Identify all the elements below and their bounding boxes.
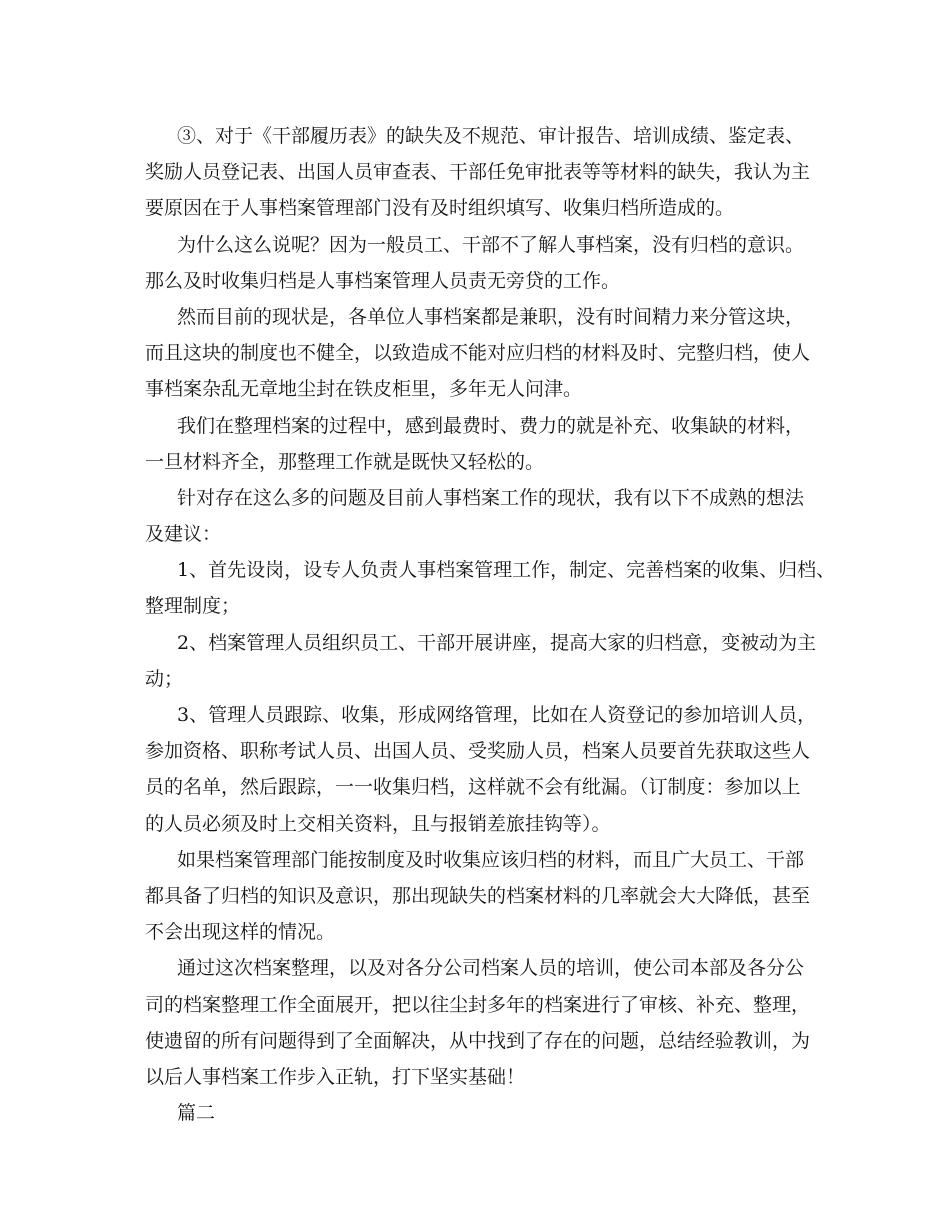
text-line: 动； (145, 667, 184, 690)
text-line: 1、首先设岗，设专人负责人事档案管理工作，制定、完善档案的收集、归档、 (177, 559, 836, 582)
text-line: 我们在整理档案的过程中，感到最费时、费力的就是补充、收集缺的材料， (177, 414, 805, 437)
text-line: 那么及时收集归档是人事档案管理人员责无旁贷的工作。 (145, 269, 621, 292)
text-line: 通过这次档案整理，以及对各分公司档案人员的培训，使公司本部及各分公 (177, 957, 805, 980)
text-line: 要原因在于人事档案管理部门没有及时组织填写、收集归档所造成的。 (145, 197, 735, 220)
paragraph-1 (145, 118, 820, 227)
paragraph-7 (145, 625, 820, 697)
text-line: 而且这块的制度也不健全，以致造成不能对应归档的材料及时、完整归档，使人 (145, 342, 811, 365)
text-line: 司的档案整理工作全面展开，把以往尘封多年的档案进行了审核、补充、整理， (145, 993, 811, 1016)
text-line: 然而目前的现状是，各单位人事档案都是兼职，没有时间精力来分管这块， (177, 305, 805, 328)
text-line: 2、档案管理人员组织员工、干部开展讲座，提高大家的归档意，变被动为主 (177, 631, 817, 654)
text-line: 及建议： (145, 523, 222, 546)
paragraph-2 (145, 227, 820, 299)
text-line: 参加资格、职称考试人员、出国人员、受奖励人员，档案人员要首先获取这些人 (145, 740, 811, 763)
text-line: ③、对于《干部履历表》的缺失及不规范、审计报告、培训成绩、鉴定表、 (177, 125, 805, 147)
section-heading-text: 篇二 (177, 1102, 216, 1125)
section-heading (145, 1095, 820, 1131)
text-line: 为什么这么说呢？因为一般员工、干部不了解人事档案，没有归档的意识。 (177, 233, 805, 256)
text-line: 的人员必须及时上交相关资料，且与报销差旅挂钩等）。 (145, 812, 611, 835)
paragraph-3 (145, 299, 820, 408)
document-body (145, 118, 836, 1131)
text-line: 一旦材料齐全，那整理工作就是既快又轻松的。 (145, 450, 545, 473)
text-line: 如果档案管理部门能按制度及时收集应该归档的材料，而且广大员工、干部 (177, 848, 805, 871)
text-line: 事档案杂乱无章地尘封在铁皮柜里，多年无人问津。 (145, 378, 583, 401)
text-line: 员的名单，然后跟踪，一一收集归档，这样就不会有纰漏。（订制度：参加以上 (145, 776, 801, 799)
paragraph-8 (145, 697, 820, 842)
text-line: 使遗留的所有问题得到了全面解决，从中找到了存在的问题，总结经验教训，为 (145, 1029, 811, 1052)
text-line: 针对存在这么多的问题及目前人事档案工作的现状，我有以下不成熟的想法 (177, 486, 805, 509)
text-line: 不会出现这样的情况。 (145, 921, 336, 944)
text-line: 都具备了归档的知识及意识，那出现缺失的档案材料的几率就会大大降低，甚至 (145, 884, 811, 907)
paragraph-10 (145, 950, 820, 1095)
text-line: 整理制度； (145, 595, 241, 618)
text-line: 以后人事档案工作步入正轨，打下坚实基础！ (145, 1065, 526, 1088)
paragraph-5 (145, 480, 820, 552)
text-line: 奖励人员登记表、出国人员审查表、干部任免审批表等等材料的缺失，我认为主 (145, 161, 811, 184)
text-line: 3、管理人员跟踪、收集，形成网络管理，比如在人资登记的参加培训人员， (177, 704, 817, 726)
paragraph-6 (145, 552, 836, 624)
paragraph-4 (145, 408, 820, 480)
paragraph-9 (145, 842, 820, 951)
